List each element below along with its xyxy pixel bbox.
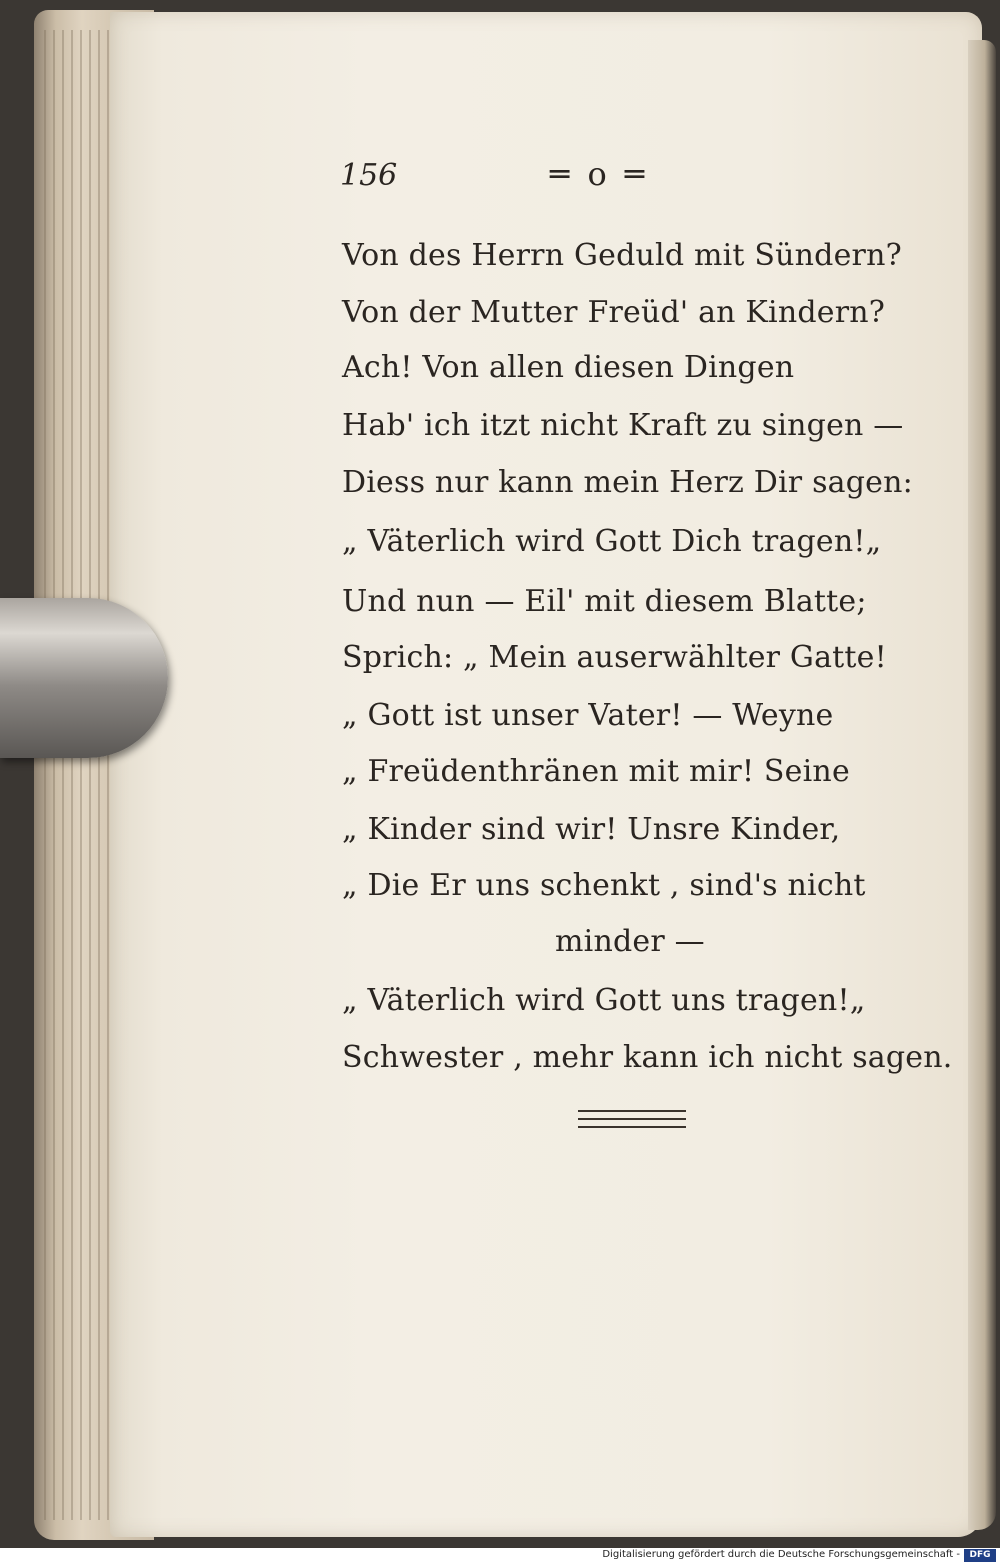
end-rule [578, 1110, 686, 1112]
header-ornament: ═ o ═ [550, 155, 649, 193]
poem-line: Und nun — Eil' mit diesem Blatte; [342, 584, 867, 619]
page-stack-edge [44, 30, 114, 1520]
page-gutter-edge [968, 40, 996, 1530]
page-number: 156 [340, 158, 398, 193]
poem-line: „ Kinder sind wir! Unsre Kinder, [342, 812, 841, 847]
poem-line: „ Gott ist unser Vater! — Weyne [342, 698, 834, 733]
funding-credit: Digitalisierung gefördert durch die Deutsche Forschungsgemeinschaft - [602, 1549, 960, 1560]
end-rule [578, 1118, 686, 1120]
poem-line: Von des Herrn Geduld mit Sündern? [342, 238, 902, 273]
poem-line: Von der Mutter Freüd' an Kindern? [342, 295, 886, 330]
page-holder-clip [0, 598, 168, 758]
poem-line: Diess nur kann mein Herz Dir sagen: [342, 465, 913, 500]
poem-line: „ Väterlich wird Gott Dich tragen!„ [342, 524, 882, 559]
poem-line: „ Freüdenthränen mit mir! Seine [342, 754, 850, 789]
poem-line: minder — [555, 924, 705, 959]
end-rule [578, 1126, 686, 1128]
poem-line: Schwester , mehr kann ich nicht sagen. [342, 1040, 953, 1075]
dfg-logo: DFG [964, 1549, 996, 1562]
poem-line: Ach! Von allen diesen Dingen [342, 350, 795, 385]
poem-line: „ Die Er uns schenkt , sind's nicht [342, 868, 866, 903]
poem-line: Sprich: „ Mein auserwählter Gatte! [342, 640, 887, 675]
poem-line: „ Väterlich wird Gott uns tragen!„ [342, 983, 866, 1018]
poem-line: Hab' ich itzt nicht Kraft zu singen — [342, 408, 904, 443]
